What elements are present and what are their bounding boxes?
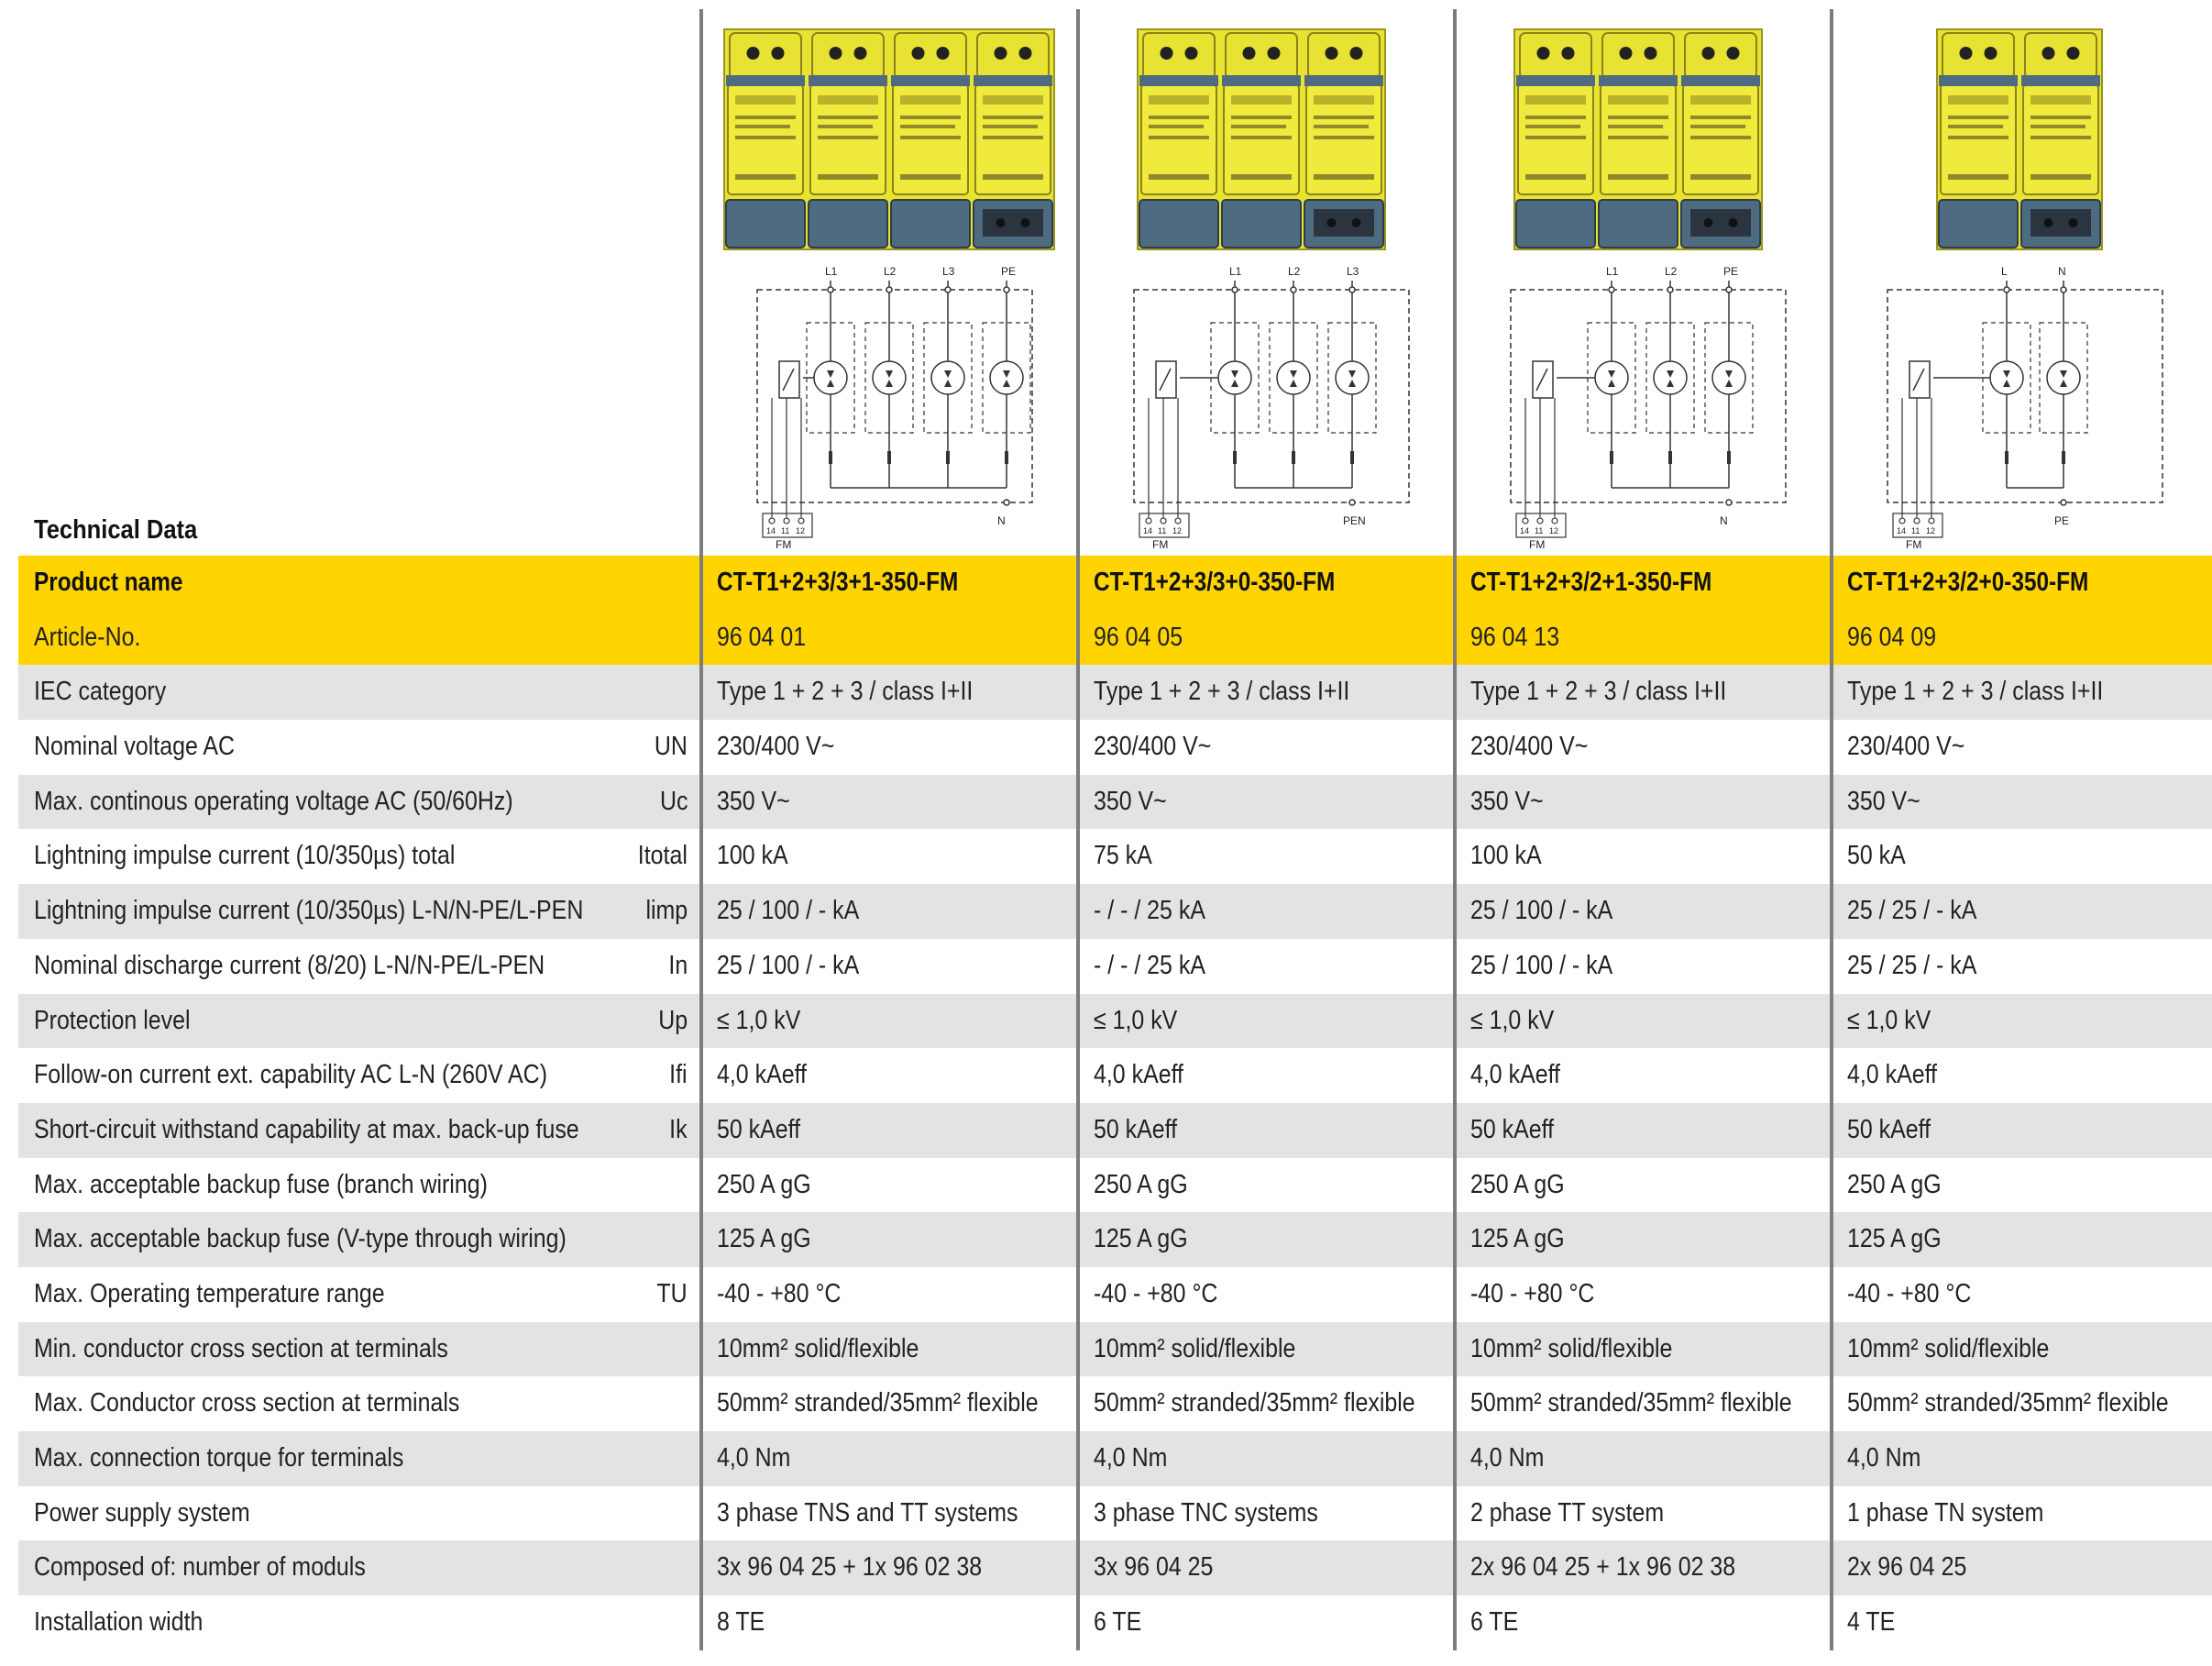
svg-text:L1: L1 — [1606, 265, 1619, 278]
value-text: 10mm² solid/flexible — [1847, 1333, 2050, 1363]
value-text: 125 A gG — [717, 1224, 811, 1254]
svg-text:N: N — [1720, 514, 1728, 527]
svg-text:L1: L1 — [1229, 265, 1242, 278]
svg-text:FM: FM — [1906, 538, 1922, 550]
value-text: 96 04 13 — [1470, 622, 1560, 652]
value-cell — [1832, 1048, 2209, 1103]
row-label-text: Max. Operating temperature range — [34, 1278, 385, 1308]
svg-text:14: 14 — [1143, 526, 1153, 535]
row-label — [18, 994, 702, 1049]
value-cell — [1079, 1431, 1456, 1486]
value-text: Type 1 + 2 + 3 / class I+II — [717, 677, 974, 707]
value-text: 50mm² stranded/35mm² flexible — [1094, 1388, 1415, 1418]
value-cell — [1456, 1267, 1832, 1322]
product-column-3 — [1456, 9, 1832, 550]
value-cell — [1832, 1267, 2209, 1322]
row-label-text: Nominal discharge current (8/20) L-N/N-PE/L-PEN — [34, 950, 545, 980]
value-text: 4,0 kAeff — [1847, 1060, 1937, 1090]
value-text: 250 A gG — [1470, 1169, 1565, 1199]
svg-text:12: 12 — [1172, 526, 1183, 535]
value-text: -40 - +80 °C — [1470, 1278, 1595, 1308]
value-cell — [1079, 829, 1456, 884]
value-cell — [1832, 994, 2209, 1049]
svg-text:11: 11 — [1158, 526, 1167, 535]
value-text: 96 04 09 — [1847, 622, 1937, 652]
table-row — [18, 1486, 2212, 1541]
row-symbol-text: Uc — [659, 786, 688, 816]
value-cell — [1079, 1322, 1456, 1377]
row-label — [18, 1212, 702, 1267]
wiring-schematic — [1869, 259, 2181, 550]
value-text: 3 phase TNS and TT systems — [717, 1497, 1018, 1528]
value-text: 230/400 V~ — [1470, 732, 1589, 762]
table-row — [18, 939, 2212, 994]
value-cell — [1079, 720, 1456, 775]
value-text: 125 A gG — [1470, 1224, 1565, 1254]
value-text: 8 TE — [717, 1607, 765, 1638]
svg-text:N: N — [997, 514, 1006, 527]
row-symbol — [630, 829, 688, 884]
value-cell — [1456, 884, 1832, 939]
value-text: 350 V~ — [1094, 786, 1167, 816]
row-label — [18, 611, 702, 666]
specification-table — [18, 556, 2212, 1650]
surge-protector-photo-icon — [1092, 20, 1440, 257]
value-text: 125 A gG — [1094, 1224, 1188, 1254]
row-label — [18, 1267, 702, 1322]
table-row — [18, 1103, 2212, 1158]
value-cell — [702, 1322, 1079, 1377]
value-text: ≤ 1,0 kV — [717, 1005, 801, 1035]
value-cell — [702, 1486, 1079, 1541]
value-cell — [702, 1540, 1079, 1595]
value-text: 4,0 Nm — [717, 1443, 791, 1473]
value-cell — [702, 1267, 1079, 1322]
row-label — [18, 1431, 702, 1486]
row-label — [18, 1322, 702, 1377]
svg-text:L1: L1 — [825, 265, 838, 278]
value-cell — [1079, 611, 1456, 666]
value-text: 4,0 kAeff — [1470, 1060, 1560, 1090]
row-symbol-text: Up — [658, 1005, 688, 1035]
svg-text:PEN: PEN — [1343, 514, 1366, 527]
value-text: 125 A gG — [1847, 1224, 1942, 1254]
value-cell — [702, 1048, 1079, 1103]
table-row — [18, 1048, 2212, 1103]
wiring-schematic — [1116, 259, 1427, 550]
value-text: 10mm² solid/flexible — [717, 1333, 919, 1363]
value-cell — [1079, 1376, 1456, 1431]
row-label — [18, 1540, 702, 1595]
value-cell — [1456, 1048, 1832, 1103]
value-text: -40 - +80 °C — [1847, 1278, 1972, 1308]
table-row — [18, 1158, 2212, 1213]
column-divider — [1830, 9, 1833, 1650]
value-cell — [1832, 1376, 2209, 1431]
product-name-row — [18, 556, 2212, 611]
row-label — [18, 556, 702, 611]
value-cell — [1079, 939, 1456, 994]
row-label — [18, 665, 702, 720]
row-symbol — [666, 1103, 688, 1158]
product-header — [18, 0, 2212, 556]
value-text: CT-T1+2+3/3+0-350-FM — [1094, 568, 1336, 597]
table-row — [18, 1376, 2212, 1431]
value-text: Type 1 + 2 + 3 / class I+II — [1094, 677, 1350, 707]
value-text: 96 04 05 — [1094, 622, 1183, 652]
row-symbol — [654, 994, 688, 1049]
value-cell — [702, 665, 1079, 720]
value-cell — [1456, 1431, 1832, 1486]
row-label-text: Power supply system — [34, 1497, 250, 1528]
value-cell — [1832, 1486, 2209, 1541]
value-cell — [1832, 556, 2209, 611]
value-cell — [1079, 1486, 1456, 1541]
row-symbol-text: TU — [656, 1278, 688, 1308]
value-cell — [1079, 1103, 1456, 1158]
svg-text:11: 11 — [1911, 526, 1920, 535]
row-label-text: Lightning impulse current (10/350µs) total — [34, 841, 456, 871]
row-label-text: Nominal voltage AC — [34, 732, 236, 762]
value-cell — [1832, 829, 2209, 884]
value-cell — [702, 720, 1079, 775]
row-label-text: Follow-on current ext. capability AC L-N (260V AC) — [34, 1060, 547, 1090]
row-symbol — [666, 939, 688, 994]
value-text: ≤ 1,0 kV — [1847, 1005, 1931, 1035]
value-text: - / - / 25 kA — [1094, 950, 1205, 980]
value-cell — [702, 775, 1079, 830]
value-text: -40 - +80 °C — [717, 1278, 842, 1308]
value-cell — [1456, 611, 1832, 666]
value-cell — [1456, 1486, 1832, 1541]
svg-text:N: N — [2058, 265, 2066, 278]
value-cell — [1079, 775, 1456, 830]
value-cell — [702, 884, 1079, 939]
row-label — [18, 884, 702, 939]
value-text: 25 / 100 / - kA — [1470, 950, 1613, 980]
technical-data-sheet — [18, 0, 2212, 1666]
table-row — [18, 884, 2212, 939]
value-text: 75 kA — [1094, 841, 1152, 871]
wiring-schematic — [739, 259, 1051, 550]
value-cell — [1079, 1048, 1456, 1103]
value-text: 350 V~ — [1847, 786, 1920, 816]
value-cell — [1832, 1540, 2209, 1595]
value-text: CT-T1+2+3/2+0-350-FM — [1847, 568, 2089, 597]
row-symbol-text: Itotal — [637, 841, 688, 871]
product-column-4 — [1832, 9, 2209, 550]
svg-text:FM: FM — [1152, 538, 1169, 550]
value-cell — [1832, 611, 2209, 666]
value-cell — [702, 1595, 1079, 1650]
table-row — [18, 1322, 2212, 1377]
value-cell — [1079, 884, 1456, 939]
table-row — [18, 1540, 2212, 1595]
svg-text:14: 14 — [766, 526, 776, 535]
row-label — [18, 1048, 702, 1103]
value-text: 100 kA — [1470, 841, 1542, 871]
row-label — [18, 720, 702, 775]
svg-text:L2: L2 — [884, 265, 897, 278]
value-cell — [702, 611, 1079, 666]
value-text: 230/400 V~ — [1847, 732, 1965, 762]
value-cell — [1456, 720, 1832, 775]
value-text: 50 kAeff — [1847, 1114, 1931, 1144]
svg-text:11: 11 — [781, 526, 790, 535]
row-label-text: Composed of: number of moduls — [34, 1552, 366, 1583]
value-cell — [1456, 994, 1832, 1049]
value-cell — [1456, 1212, 1832, 1267]
value-text: 50 kAeff — [1094, 1114, 1178, 1144]
row-symbol-text: Ifi — [669, 1060, 688, 1090]
row-label — [18, 1158, 702, 1213]
value-cell — [1456, 665, 1832, 720]
value-text: 4,0 kAeff — [1094, 1060, 1183, 1090]
value-text: 25 / 100 / - kA — [717, 950, 860, 980]
row-label-text: Max. continous operating voltage AC (50/60Hz) — [34, 786, 513, 816]
surge-protector-photo-icon — [1845, 20, 2194, 257]
row-symbol — [649, 720, 688, 775]
value-text: 10mm² solid/flexible — [1094, 1333, 1296, 1363]
row-label — [18, 939, 702, 994]
value-cell — [1832, 1103, 2209, 1158]
table-row — [18, 665, 2212, 720]
value-text: 4 TE — [1847, 1607, 1896, 1638]
technical-data-title: Technical Data — [34, 515, 198, 545]
value-cell — [1832, 1431, 2209, 1486]
value-text: 230/400 V~ — [717, 732, 835, 762]
value-text: 4,0 Nm — [1094, 1443, 1168, 1473]
value-cell — [702, 939, 1079, 994]
value-text: 250 A gG — [717, 1169, 811, 1199]
value-cell — [1456, 775, 1832, 830]
surge-protector-photo-icon — [1469, 20, 1817, 257]
value-text: 2 phase TT system — [1470, 1497, 1665, 1528]
svg-text:PE: PE — [1001, 265, 1017, 278]
value-text: ≤ 1,0 kV — [1470, 1005, 1555, 1035]
value-text: 6 TE — [1470, 1607, 1519, 1638]
row-label-text: Max. connection torque for terminals — [34, 1443, 404, 1473]
surge-protector-photo-icon — [715, 20, 1063, 257]
value-text: 6 TE — [1094, 1607, 1142, 1638]
value-cell — [1079, 1158, 1456, 1213]
row-label-text: Short-circuit withstand capability at max. back-up fuse — [34, 1114, 579, 1144]
value-text: 10mm² solid/flexible — [1470, 1333, 1673, 1363]
value-cell — [1079, 665, 1456, 720]
svg-text:14: 14 — [1897, 526, 1907, 535]
row-label — [18, 829, 702, 884]
row-symbol-text: Ik — [669, 1114, 688, 1144]
column-divider — [1453, 9, 1457, 1650]
row-label-text: Max. acceptable backup fuse (V-type through wiring) — [34, 1224, 567, 1254]
value-text: 4,0 Nm — [1470, 1443, 1545, 1473]
value-text: 230/400 V~ — [1094, 732, 1212, 762]
svg-text:L3: L3 — [1347, 265, 1359, 278]
value-cell — [1079, 556, 1456, 611]
svg-text:14: 14 — [1520, 526, 1530, 535]
value-text: -40 - +80 °C — [1094, 1278, 1218, 1308]
value-text: 50mm² stranded/35mm² flexible — [717, 1388, 1039, 1418]
table-row — [18, 1431, 2212, 1486]
value-cell — [702, 829, 1079, 884]
value-text: 4,0 kAeff — [717, 1060, 807, 1090]
value-cell — [1079, 1540, 1456, 1595]
value-cell — [1456, 1158, 1832, 1213]
svg-text:12: 12 — [1549, 526, 1559, 535]
row-label-text: Product name — [34, 568, 183, 597]
value-text: 25 / 25 / - kA — [1847, 950, 1977, 980]
svg-text:12: 12 — [796, 526, 806, 535]
svg-text:FM: FM — [1529, 538, 1546, 550]
table-row — [18, 829, 2212, 884]
value-cell — [1079, 1267, 1456, 1322]
svg-text:PE: PE — [2054, 514, 2070, 527]
row-label — [18, 1376, 702, 1431]
product-column-1 — [702, 9, 1079, 550]
value-text: 96 04 01 — [717, 622, 807, 652]
row-label-text: Protection level — [34, 1005, 191, 1035]
row-label — [18, 1486, 702, 1541]
value-text: 50mm² stranded/35mm² flexible — [1470, 1388, 1792, 1418]
row-label-text: Article-No. — [34, 622, 141, 652]
value-text: - / - / 25 kA — [1094, 896, 1205, 926]
table-row — [18, 994, 2212, 1049]
value-cell — [1456, 939, 1832, 994]
value-text: 100 kA — [717, 841, 788, 871]
row-label-text: Max. acceptable backup fuse (branch wiring) — [34, 1169, 488, 1199]
svg-text:L3: L3 — [942, 265, 955, 278]
value-cell — [1832, 775, 2209, 830]
value-cell — [702, 1212, 1079, 1267]
row-label — [18, 1103, 702, 1158]
value-text: Type 1 + 2 + 3 / class I+II — [1470, 677, 1727, 707]
column-divider — [699, 9, 703, 1650]
value-text: 50 kA — [1847, 841, 1906, 871]
value-text: 4,0 Nm — [1847, 1443, 1921, 1473]
svg-text:PE: PE — [1723, 265, 1739, 278]
svg-text:L: L — [2001, 265, 2008, 278]
value-cell — [1832, 665, 2209, 720]
row-symbol-text: In — [668, 950, 688, 980]
row-label-text: Max. Conductor cross section at terminals — [34, 1388, 460, 1418]
column-divider — [1076, 9, 1080, 1650]
row-label-text: Installation width — [34, 1607, 204, 1638]
value-cell — [1079, 1595, 1456, 1650]
value-cell — [1832, 1212, 2209, 1267]
value-cell — [1832, 1322, 2209, 1377]
table-row — [18, 720, 2212, 775]
row-symbol — [655, 775, 688, 830]
value-cell — [1456, 829, 1832, 884]
svg-text:L2: L2 — [1288, 265, 1301, 278]
row-label-text: Lightning impulse current (10/350µs) L-N/N-PE/L-PEN — [34, 896, 584, 926]
row-symbol-text: limp — [645, 896, 688, 926]
row-label — [18, 1595, 702, 1650]
value-cell — [702, 1431, 1079, 1486]
product-column-2 — [1079, 9, 1456, 550]
value-text: 25 / 25 / - kA — [1847, 896, 1977, 926]
value-text: 25 / 100 / - kA — [1470, 896, 1613, 926]
value-text: 350 V~ — [717, 786, 790, 816]
value-text: 50mm² stranded/35mm² flexible — [1847, 1388, 2169, 1418]
value-text: 250 A gG — [1847, 1169, 1942, 1199]
svg-text:FM: FM — [776, 538, 792, 550]
row-symbol — [666, 1048, 688, 1103]
value-cell — [702, 1103, 1079, 1158]
svg-text:11: 11 — [1535, 526, 1544, 535]
value-cell — [702, 1158, 1079, 1213]
value-text: Type 1 + 2 + 3 / class I+II — [1847, 677, 2104, 707]
value-cell — [1079, 1212, 1456, 1267]
value-cell — [1832, 720, 2209, 775]
table-row — [18, 775, 2212, 830]
row-label — [18, 775, 702, 830]
table-row — [18, 1595, 2212, 1650]
wiring-schematic — [1492, 259, 1804, 550]
value-cell — [1832, 884, 2209, 939]
value-cell — [1832, 1595, 2209, 1650]
value-text: 50 kAeff — [1470, 1114, 1555, 1144]
value-cell — [1456, 556, 1832, 611]
value-text: 3x 96 04 25 — [1094, 1552, 1214, 1583]
value-cell — [702, 1376, 1079, 1431]
value-cell — [1832, 1158, 2209, 1213]
value-cell — [1456, 1595, 1832, 1650]
value-text: ≤ 1,0 kV — [1094, 1005, 1178, 1035]
value-cell — [1456, 1376, 1832, 1431]
value-text: 25 / 100 / - kA — [717, 896, 860, 926]
value-cell — [702, 994, 1079, 1049]
value-text: 250 A gG — [1094, 1169, 1188, 1199]
article-number-row — [18, 611, 2212, 666]
value-cell — [1456, 1322, 1832, 1377]
row-label-text: IEC category — [34, 677, 167, 707]
row-symbol — [639, 884, 688, 939]
value-cell — [1456, 1540, 1832, 1595]
row-symbol — [652, 1267, 688, 1322]
value-text: 350 V~ — [1470, 786, 1544, 816]
value-text: 2x 96 04 25 — [1847, 1552, 1967, 1583]
value-text: CT-T1+2+3/3+1-350-FM — [717, 568, 959, 597]
value-cell — [1832, 939, 2209, 994]
value-cell — [702, 556, 1079, 611]
value-text: 50 kAeff — [717, 1114, 801, 1144]
row-label-text: Min. conductor cross section at terminals — [34, 1333, 448, 1363]
value-text: 1 phase TN system — [1847, 1497, 2044, 1528]
value-text: 2x 96 04 25 + 1x 96 02 38 — [1470, 1552, 1736, 1583]
value-text: CT-T1+2+3/2+1-350-FM — [1470, 568, 1712, 597]
table-row — [18, 1267, 2212, 1322]
value-cell — [1079, 994, 1456, 1049]
svg-text:L2: L2 — [1665, 265, 1678, 278]
value-text: 3 phase TNC systems — [1094, 1497, 1318, 1528]
table-row — [18, 1212, 2212, 1267]
value-cell — [1456, 1103, 1832, 1158]
value-text: 3x 96 04 25 + 1x 96 02 38 — [717, 1552, 983, 1583]
row-symbol-text: UN — [654, 732, 688, 762]
svg-text:12: 12 — [1926, 526, 1936, 535]
